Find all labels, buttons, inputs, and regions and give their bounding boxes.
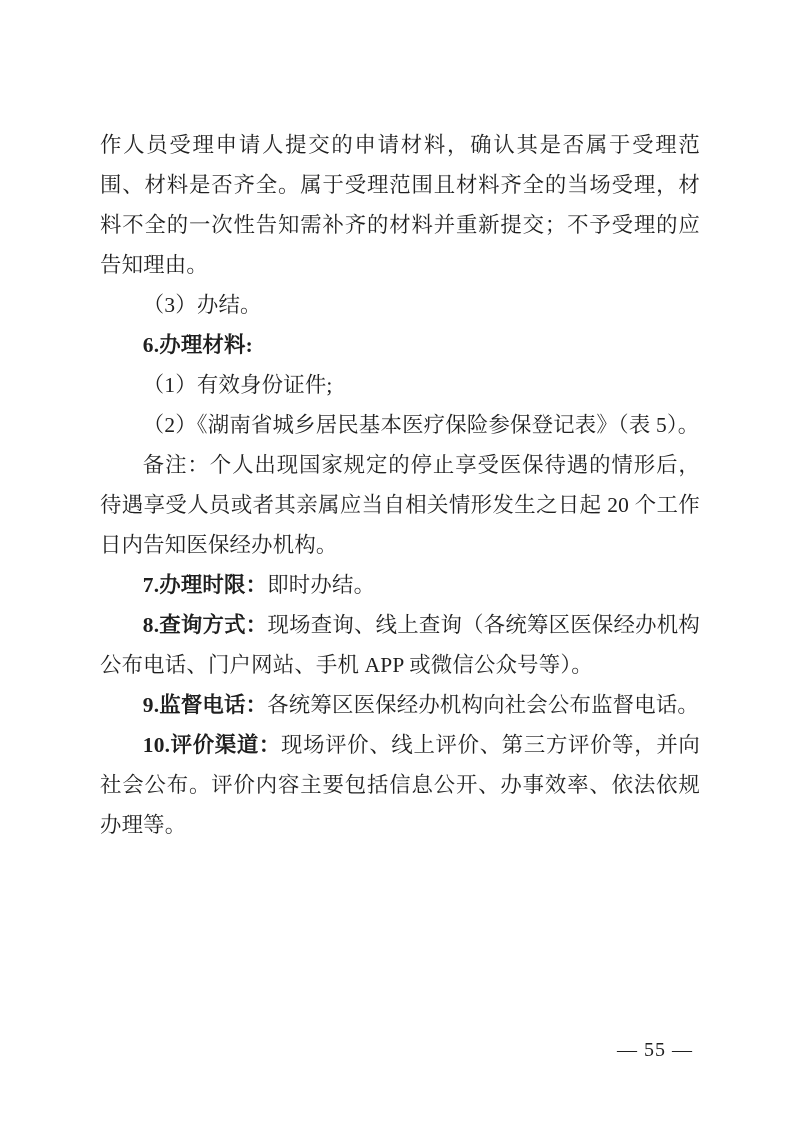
paragraph [100,285,700,325]
paragraph-text: 即时办结。 [267,573,376,597]
paragraph-text: （3）办结。 [142,293,262,317]
paragraph [100,325,700,365]
paragraph [100,685,700,725]
document-body [100,125,700,845]
paragraph-label: 9.监督电话： [142,693,268,717]
paragraph-label: 7.办理时限： [142,573,268,597]
paragraph-text: （2）《湖南省城乡居民基本医疗保险参保登记表》（表 5）。 [142,413,700,437]
paragraph-text: 备注：个人出现国家规定的停止享受医保待遇的情形后，待遇享受人员或者其亲属应当自相关情形发生之日起 20 个工作日内告知医保经办机构。 [100,453,700,557]
paragraph-text: 现场查询、线上查询（各统筹区医保经办机构公布电话、门户网站、手机 APP 或微信公众号等）。 [100,613,700,677]
paragraph [100,125,700,285]
paragraph-text: 作人员受理申请人提交的申请材料，确认其是否属于受理范围、材料是否齐全。属于受理范围且材料齐全的当场受理，材料不全的一次性告知需补齐的材料并重新提交；不予受理的应告知理由。 [100,133,700,277]
paragraph-text: 各统筹区医保经办机构向社会公布监督电话。 [267,693,700,717]
paragraph-label: 10.评价渠道： [142,733,282,757]
paragraph [100,725,700,845]
paragraph [100,365,700,405]
paragraph-label: 6.办理材料: [142,333,253,357]
paragraph [100,405,700,445]
page-number: — 55 — [617,1039,693,1061]
paragraph-text: （1）有效身份证件; [142,373,333,397]
paragraph-text: 现场评价、线上评价、第三方评价等，并向社会公布。评价内容主要包括信息公开、办事效率、依法依规办理等。 [100,733,700,837]
paragraph [100,445,700,565]
paragraph-label: 8.查询方式： [142,613,268,637]
paragraph [100,565,700,605]
paragraph [100,605,700,685]
